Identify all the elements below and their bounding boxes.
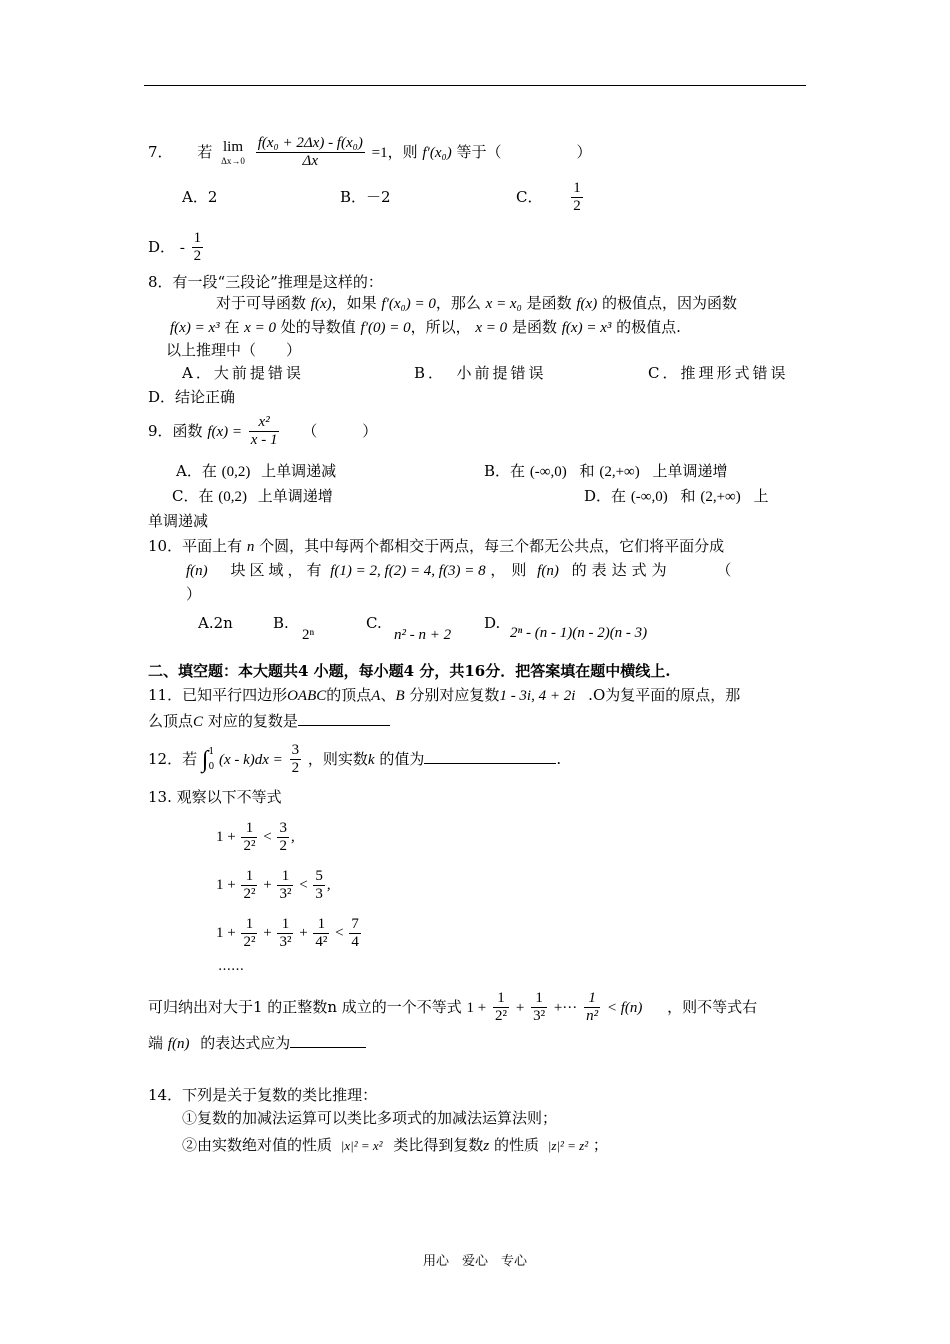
q13-row3-term3-den: 4² — [315, 934, 328, 951]
q10-line2-a: 块区域，有 — [230, 561, 326, 579]
q7-option-d — [148, 230, 205, 266]
q10-line2 — [186, 563, 731, 579]
q9-option-c-a: C．在 — [172, 487, 214, 505]
q14-title: 14．下列是关于复数的类比推理： — [148, 1086, 378, 1104]
q7-option-b-label: B．－2 — [340, 188, 391, 206]
q13-concl-term1-num: 1 — [493, 990, 509, 1008]
q14-item2-d: z — [483, 1138, 490, 1154]
q7-option-c-den: 2 — [573, 198, 581, 215]
q11-line1-g: 分别对应复数 — [409, 686, 500, 704]
q13-row3-term1 — [241, 916, 257, 952]
q7-derivative: f′(x₀) — [422, 144, 452, 161]
q12-suffix: 的值为 — [379, 749, 425, 768]
q7-fraction — [256, 135, 365, 171]
q13-row1-lt: < — [263, 829, 272, 846]
q11-line1-j: O为复平面的原点，那 — [592, 686, 741, 704]
q13-row2-one: 1 + — [216, 877, 236, 894]
q7-option-d-label: D． — [148, 237, 176, 256]
q14-item-1: ①复数的加减法运算可以类比多项式的加减法运算法则； — [182, 1109, 558, 1127]
q14-item2-e: 的性质 — [493, 1136, 539, 1154]
q9-option-c — [172, 489, 333, 505]
q10-option-d-expr: 2ⁿ - (n - 1)(n - 2)(n - 3) — [510, 625, 648, 641]
q7-lim — [219, 139, 247, 167]
q13-row3-term1-den: 2² — [243, 934, 256, 951]
q10-option-a: A.2n — [198, 614, 233, 632]
q13-title: 13. 观察以下不等式 — [148, 788, 282, 806]
q13-concl-last-num: 1 — [584, 990, 600, 1008]
q7-lim-text: lim — [223, 138, 244, 155]
q8-line2-f: ，所以， — [410, 318, 471, 336]
q13-row2-end: , — [326, 877, 331, 894]
q9-option-b-d: (2,+∞) — [599, 464, 640, 480]
q13-concl2-fn: f(n) — [167, 1036, 190, 1052]
q13-ellipsis: …… — [218, 959, 244, 974]
q13-concl2-b: 的表达式应为 — [200, 1034, 291, 1052]
q13-row2-rhs — [313, 868, 325, 904]
q8-line1-f: x = x₀ — [485, 296, 522, 312]
q13-concl2-a: 端 — [148, 1034, 164, 1052]
q13-row3-term3-num: 1 — [313, 916, 329, 934]
q8-line2-a: f(x) = x³ — [170, 320, 220, 336]
q7-option-b — [340, 190, 391, 205]
q10-line3: ） — [186, 585, 202, 603]
q8-line2-j: 的极值点. — [616, 318, 681, 336]
q7-option-d-num: 1 — [192, 230, 204, 248]
q13-row1-term1 — [241, 820, 257, 856]
section-2-heading: 二、填空题：本大题共4 小题，每小题4 分，共16分．把答案填在题中横线上. — [148, 662, 671, 680]
q9-den: x - 1 — [250, 432, 278, 449]
q8-option-a: A．大前提错误 — [182, 364, 304, 382]
q13-row-1 — [216, 820, 295, 856]
q12-prefix: 12．若 — [148, 749, 198, 768]
q8-line2-e: f′(0) = 0 — [360, 320, 411, 336]
q8-line1-b: f(x) — [310, 296, 332, 312]
q10-option-b-expr: 2ⁿ — [302, 627, 315, 643]
q9-option-a-b: (0,2) — [221, 464, 251, 480]
q8-title: 8．有一段“三段论”推理是这样的： — [148, 273, 383, 291]
q10-option-c-expr: n² - n + 2 — [394, 627, 452, 643]
q12-end: . — [556, 749, 562, 768]
q14-item2-a: ②由实数绝对值的性质 — [182, 1136, 333, 1154]
q9-option-b-b: (-∞,0) — [529, 464, 567, 480]
q9-fraction — [249, 414, 280, 450]
q13-concl-dots: +··· — [553, 999, 578, 1016]
q7-option-d-fraction — [192, 230, 204, 266]
q11-line2-c: 对应的复数是 — [207, 712, 298, 730]
q8-option-d: D．结论正确 — [148, 388, 236, 406]
header-rule — [144, 85, 806, 86]
q13-row1-rhs — [277, 820, 289, 856]
q13-concl-b: ，则不等式右 — [667, 997, 758, 1016]
q9-option-d — [584, 489, 769, 505]
q10-line1-n: n — [246, 539, 255, 555]
q9-option-d-c: 和 — [680, 487, 696, 505]
q10-line2-fn: f(n) — [186, 563, 208, 579]
q10-line1-a: 10．平面上有 — [148, 537, 243, 555]
q13-row3-term2-den: 3² — [279, 934, 292, 951]
q11-line2 — [148, 714, 390, 730]
q12-den: 2 — [291, 760, 300, 777]
q13-concl-lt: < f(n) — [606, 999, 643, 1016]
q9-option-b-c: 和 — [579, 462, 595, 480]
q13-row1-term1-num: 1 — [241, 820, 257, 838]
q11-line2-b: C — [193, 714, 204, 730]
q10-option-c-label: C. — [366, 614, 382, 632]
q9-option-a-a: A．在 — [176, 462, 217, 480]
q7-suffix: 等于（ ） — [456, 142, 592, 161]
q8-line2-g: x = 0 — [475, 320, 508, 336]
q13-concl-one: 1 + — [466, 999, 487, 1016]
q13-row2-term1-num: 1 — [241, 868, 257, 886]
q11-line1-i: . — [588, 686, 593, 704]
q13-row3-rhs — [349, 916, 361, 952]
q9-option-a-c: 上单调递减 — [261, 462, 337, 480]
q12-integrand: (x - k)dx = — [218, 751, 283, 768]
q9-stem — [148, 414, 377, 450]
q11-line1-h: 1 - 3i, 4 + 2i — [499, 688, 576, 704]
q11-line1-c: 的顶点 — [326, 686, 372, 704]
q14-item-2 — [182, 1138, 608, 1154]
q10-option-b-label: B. — [273, 614, 289, 632]
q13-row2-term1-den: 2² — [243, 886, 256, 903]
q10-option-d-label: D. — [484, 614, 501, 632]
q7-option-a-label: A．2 — [182, 188, 218, 206]
q13-row3-term2 — [277, 916, 293, 952]
q7-option-c-label: C． — [516, 187, 543, 206]
q8-line1 — [216, 296, 737, 312]
q12-integral: ∫ — [201, 746, 209, 773]
q13-row-2: 1 + $\frac{1}{\text{2²}}$ + $\frac{1}{\text{3²}}$ < $\frac{5}{3}$ , — [216, 868, 331, 903]
q8-line1-g: 是函数 — [526, 294, 572, 312]
q9-option-b-a: B．在 — [484, 462, 526, 480]
q13-row3-rhs-num: 7 — [349, 916, 361, 934]
q13-concl-a: 可归纳出对大于1 的正整数n 成立的一个不等式 — [148, 997, 462, 1016]
q7-option-c-num: 1 — [571, 180, 583, 198]
q8-line2-i: f(x) = x³ — [561, 320, 612, 336]
q14-item2-f: |z|² = z² — [547, 1138, 589, 1153]
q8-line2-h: 是函数 — [511, 318, 557, 336]
q12-num: 3 — [290, 742, 302, 760]
q12-k: k — [367, 751, 375, 768]
q13-answer-blank[interactable] — [290, 1047, 366, 1048]
q13-concl-term2-num: 1 — [531, 990, 547, 1008]
q11-line1-b: OABC — [287, 688, 327, 704]
q13-row2-term1 — [241, 868, 257, 904]
q13-row2-rhs-num: 5 — [313, 868, 325, 886]
q12-fraction — [290, 742, 302, 778]
q12-bounds — [208, 745, 214, 774]
q13-row1-term1-den: 2² — [243, 838, 256, 855]
q11-line1-a: 11．已知平行四边形 — [148, 686, 288, 704]
q8-line2-c: x = 0 — [244, 320, 276, 336]
q8-line1-a: 对于可导函数 — [216, 294, 307, 312]
q10-line1-b: 个圆，其中每两个都相交于两点，每三个都无公共点，它们将平面分成 — [259, 537, 725, 555]
q9-fx: f(x) = — [207, 423, 243, 440]
q9-option-d-b: (-∞,0) — [630, 489, 668, 505]
q13-row2-lt: < — [299, 877, 308, 894]
q8-line1-h: f(x) — [576, 296, 598, 312]
q8-option-c: C．推理形式错误 — [648, 364, 789, 382]
q12-middle: ，则实数 — [307, 749, 368, 768]
q13-concl-term2-den: 3² — [533, 1008, 546, 1025]
q13-row3-term2-num: 1 — [277, 916, 293, 934]
q10-line2-vals: f(1) = 2, f(2) = 4, f(3) = 8 — [330, 563, 486, 579]
q9-option-d-d: (2,+∞) — [700, 489, 741, 505]
q7-option-d-sign: - — [179, 239, 185, 256]
q11-line2-a: 么顶点 — [148, 712, 194, 730]
q9-option-d-a: D．在 — [584, 487, 627, 505]
q12-lower: 0 — [208, 761, 215, 772]
q13-conclusion-2 — [148, 1036, 366, 1052]
q10-line2-b: ，则 — [490, 561, 533, 579]
q12-upper: 1 — [208, 747, 215, 758]
q7-prefix: 若 — [197, 142, 213, 161]
q10-line2-fn2: f(n) — [537, 563, 559, 579]
q9-option-d-wrap: 单调递减 — [148, 512, 209, 530]
page-footer: 用心 爱心 专心 — [422, 1254, 527, 1269]
q11-line1 — [148, 688, 740, 704]
q9-option-b-e: 上单调递增 — [652, 462, 728, 480]
q11-line1-d: A — [371, 688, 381, 704]
q9-paren: （ ） — [302, 421, 378, 440]
q13-row3-term3 — [313, 916, 329, 952]
q7-stem — [148, 135, 591, 171]
q13-row2-term2-num: 1 — [277, 868, 293, 886]
q13-row1-rhs-den: 2 — [279, 838, 287, 855]
q9-option-c-b: (0,2) — [218, 489, 248, 505]
q13-row3-term1-num: 1 — [241, 916, 257, 934]
q11-line1-f: B — [395, 688, 405, 704]
q12-stem — [148, 742, 561, 778]
q13-concl-last — [584, 990, 600, 1026]
q7-denominator: Δx — [302, 153, 318, 170]
q13-concl-term1 — [493, 990, 509, 1026]
q12-answer-blank[interactable] — [424, 763, 556, 764]
q8-line1-d: f′(x₀) = 0 — [381, 296, 436, 312]
q7-numerator: f(x₀ + 2Δx) - f(x₀) — [256, 135, 365, 153]
q9-option-d-e: 上 — [753, 487, 769, 505]
q7-lim-sub: Δx→0 — [221, 156, 245, 167]
q10-line2-c: 的表达式为 — [571, 561, 672, 579]
q8-line1-i: 的极值点，因为函数 — [602, 294, 738, 312]
q13-concl-term2 — [531, 990, 547, 1026]
q7-option-c — [516, 180, 585, 216]
q13-row2-rhs-den: 3 — [315, 886, 323, 903]
q7-option-a — [182, 190, 217, 205]
q13-row3-rhs-den: 4 — [351, 934, 359, 951]
q13-row3-one: 1 + — [216, 925, 236, 942]
q9-prefix: 9．函数 — [148, 421, 203, 440]
q13-concl-last-den: n² — [586, 1008, 599, 1025]
q13-row2-term2 — [277, 868, 293, 904]
q10-line1 — [148, 539, 724, 555]
q11-line1-e: 、 — [380, 686, 396, 704]
q7-number: 7． — [148, 142, 173, 161]
q13-row1-one: 1 + — [216, 829, 236, 846]
q13-row1-end: , — [290, 829, 295, 846]
q7-option-d-den: 2 — [193, 248, 202, 265]
q9-num: x² — [249, 414, 280, 432]
q14-item2-c: 类比得到复数 — [393, 1136, 484, 1154]
q8-line2-d: 处的导数值 — [280, 318, 356, 336]
q13-row1-rhs-num: 3 — [277, 820, 289, 838]
q14-item2-g: ； — [592, 1136, 608, 1154]
q10-line2-d: （ — [716, 561, 732, 579]
q7-option-c-fraction — [571, 180, 583, 216]
q9-option-c-c: 上单调递增 — [257, 487, 333, 505]
q13-row2-term2-den: 3² — [279, 886, 292, 903]
q14-item2-b: |x|² = x² — [340, 1138, 383, 1153]
q8-line3: 以上推理中（ ） — [166, 341, 302, 359]
q8-option-b: B． 小前提错误 — [414, 364, 547, 382]
q8-line2 — [170, 320, 681, 336]
q13-conclusion: 可归纳出对大于1 的正整数n 成立的一个不等式 1 + $\frac{1}{\text{2²}}$ + $\frac{1}{\text{3²}}$ +··· $\frac{1}{\text{n²}}$ < f(n) ，则不等式右 — [148, 990, 758, 1025]
q13-row-3: 1 + $\frac{1}{\text{2²}}$ + $\frac{1}{\text{3²}}$ + $\frac{1}{\text{4²}}$ < $\frac{7}{4}$ — [216, 916, 359, 951]
q8-line2-b: 在 — [224, 318, 240, 336]
q13-concl-term1-den: 2² — [495, 1008, 508, 1025]
q8-line1-e: ，那么 — [435, 294, 481, 312]
q8-line1-c: ，如果 — [331, 294, 377, 312]
q9-option-a — [176, 464, 336, 480]
q7-equals: =1，则 — [371, 144, 418, 161]
q9-option-b — [484, 464, 728, 480]
q13-row3-lt: < — [335, 925, 344, 942]
q11-answer-blank[interactable] — [298, 725, 390, 726]
